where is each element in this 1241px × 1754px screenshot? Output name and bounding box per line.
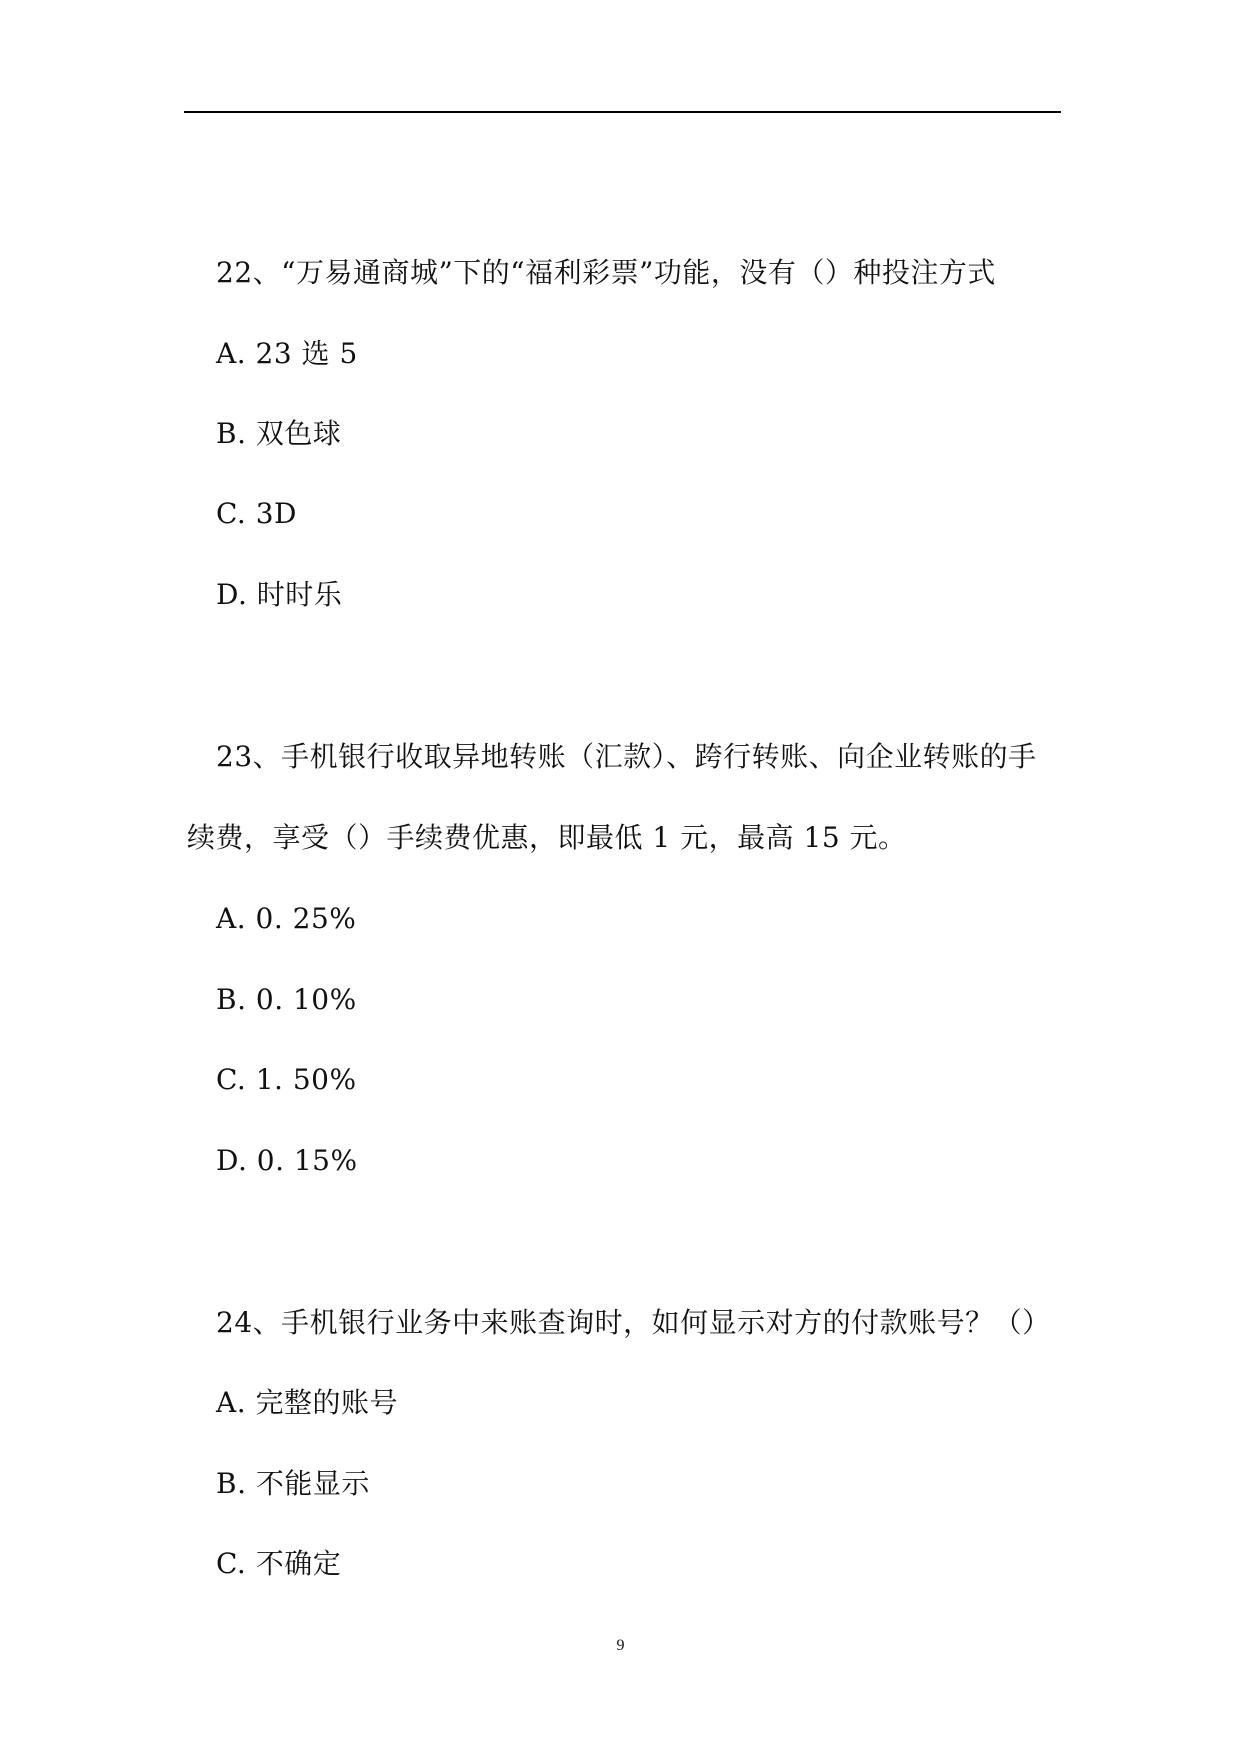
question-text: 23、手机银行收取异地转账（汇款）、跨行转账、向企业转账的手 <box>216 740 1037 773</box>
option-b: B. 0. 10% <box>216 983 357 1016</box>
option-c: C. 3D <box>216 497 297 530</box>
option-a: A. 0. 25% <box>216 902 357 935</box>
option-b: B. 双色球 <box>216 417 342 450</box>
option-a: A. 完整的账号 <box>216 1386 399 1419</box>
question-text: 24、手机银行业务中来账查询时，如何显示对方的付款账号？（） <box>216 1306 1051 1339</box>
question-text: 22、“万易通商城”下的“福利彩票”功能，没有（）种投注方式 <box>216 256 996 289</box>
question-text-continued: 续费，享受（）手续费优惠，即最低 1 元，最高 15 元。 <box>187 821 907 854</box>
option-d: D. 0. 15% <box>216 1144 358 1177</box>
option-b: B. 不能显示 <box>216 1467 370 1500</box>
option-a: A. 23 选 5 <box>216 337 358 370</box>
header-rule <box>184 111 1061 113</box>
option-c: C. 不确定 <box>216 1547 342 1580</box>
page-number: 9 <box>616 1637 625 1654</box>
option-c: C. 1. 50% <box>216 1063 357 1096</box>
option-d: D. 时时乐 <box>216 578 343 611</box>
